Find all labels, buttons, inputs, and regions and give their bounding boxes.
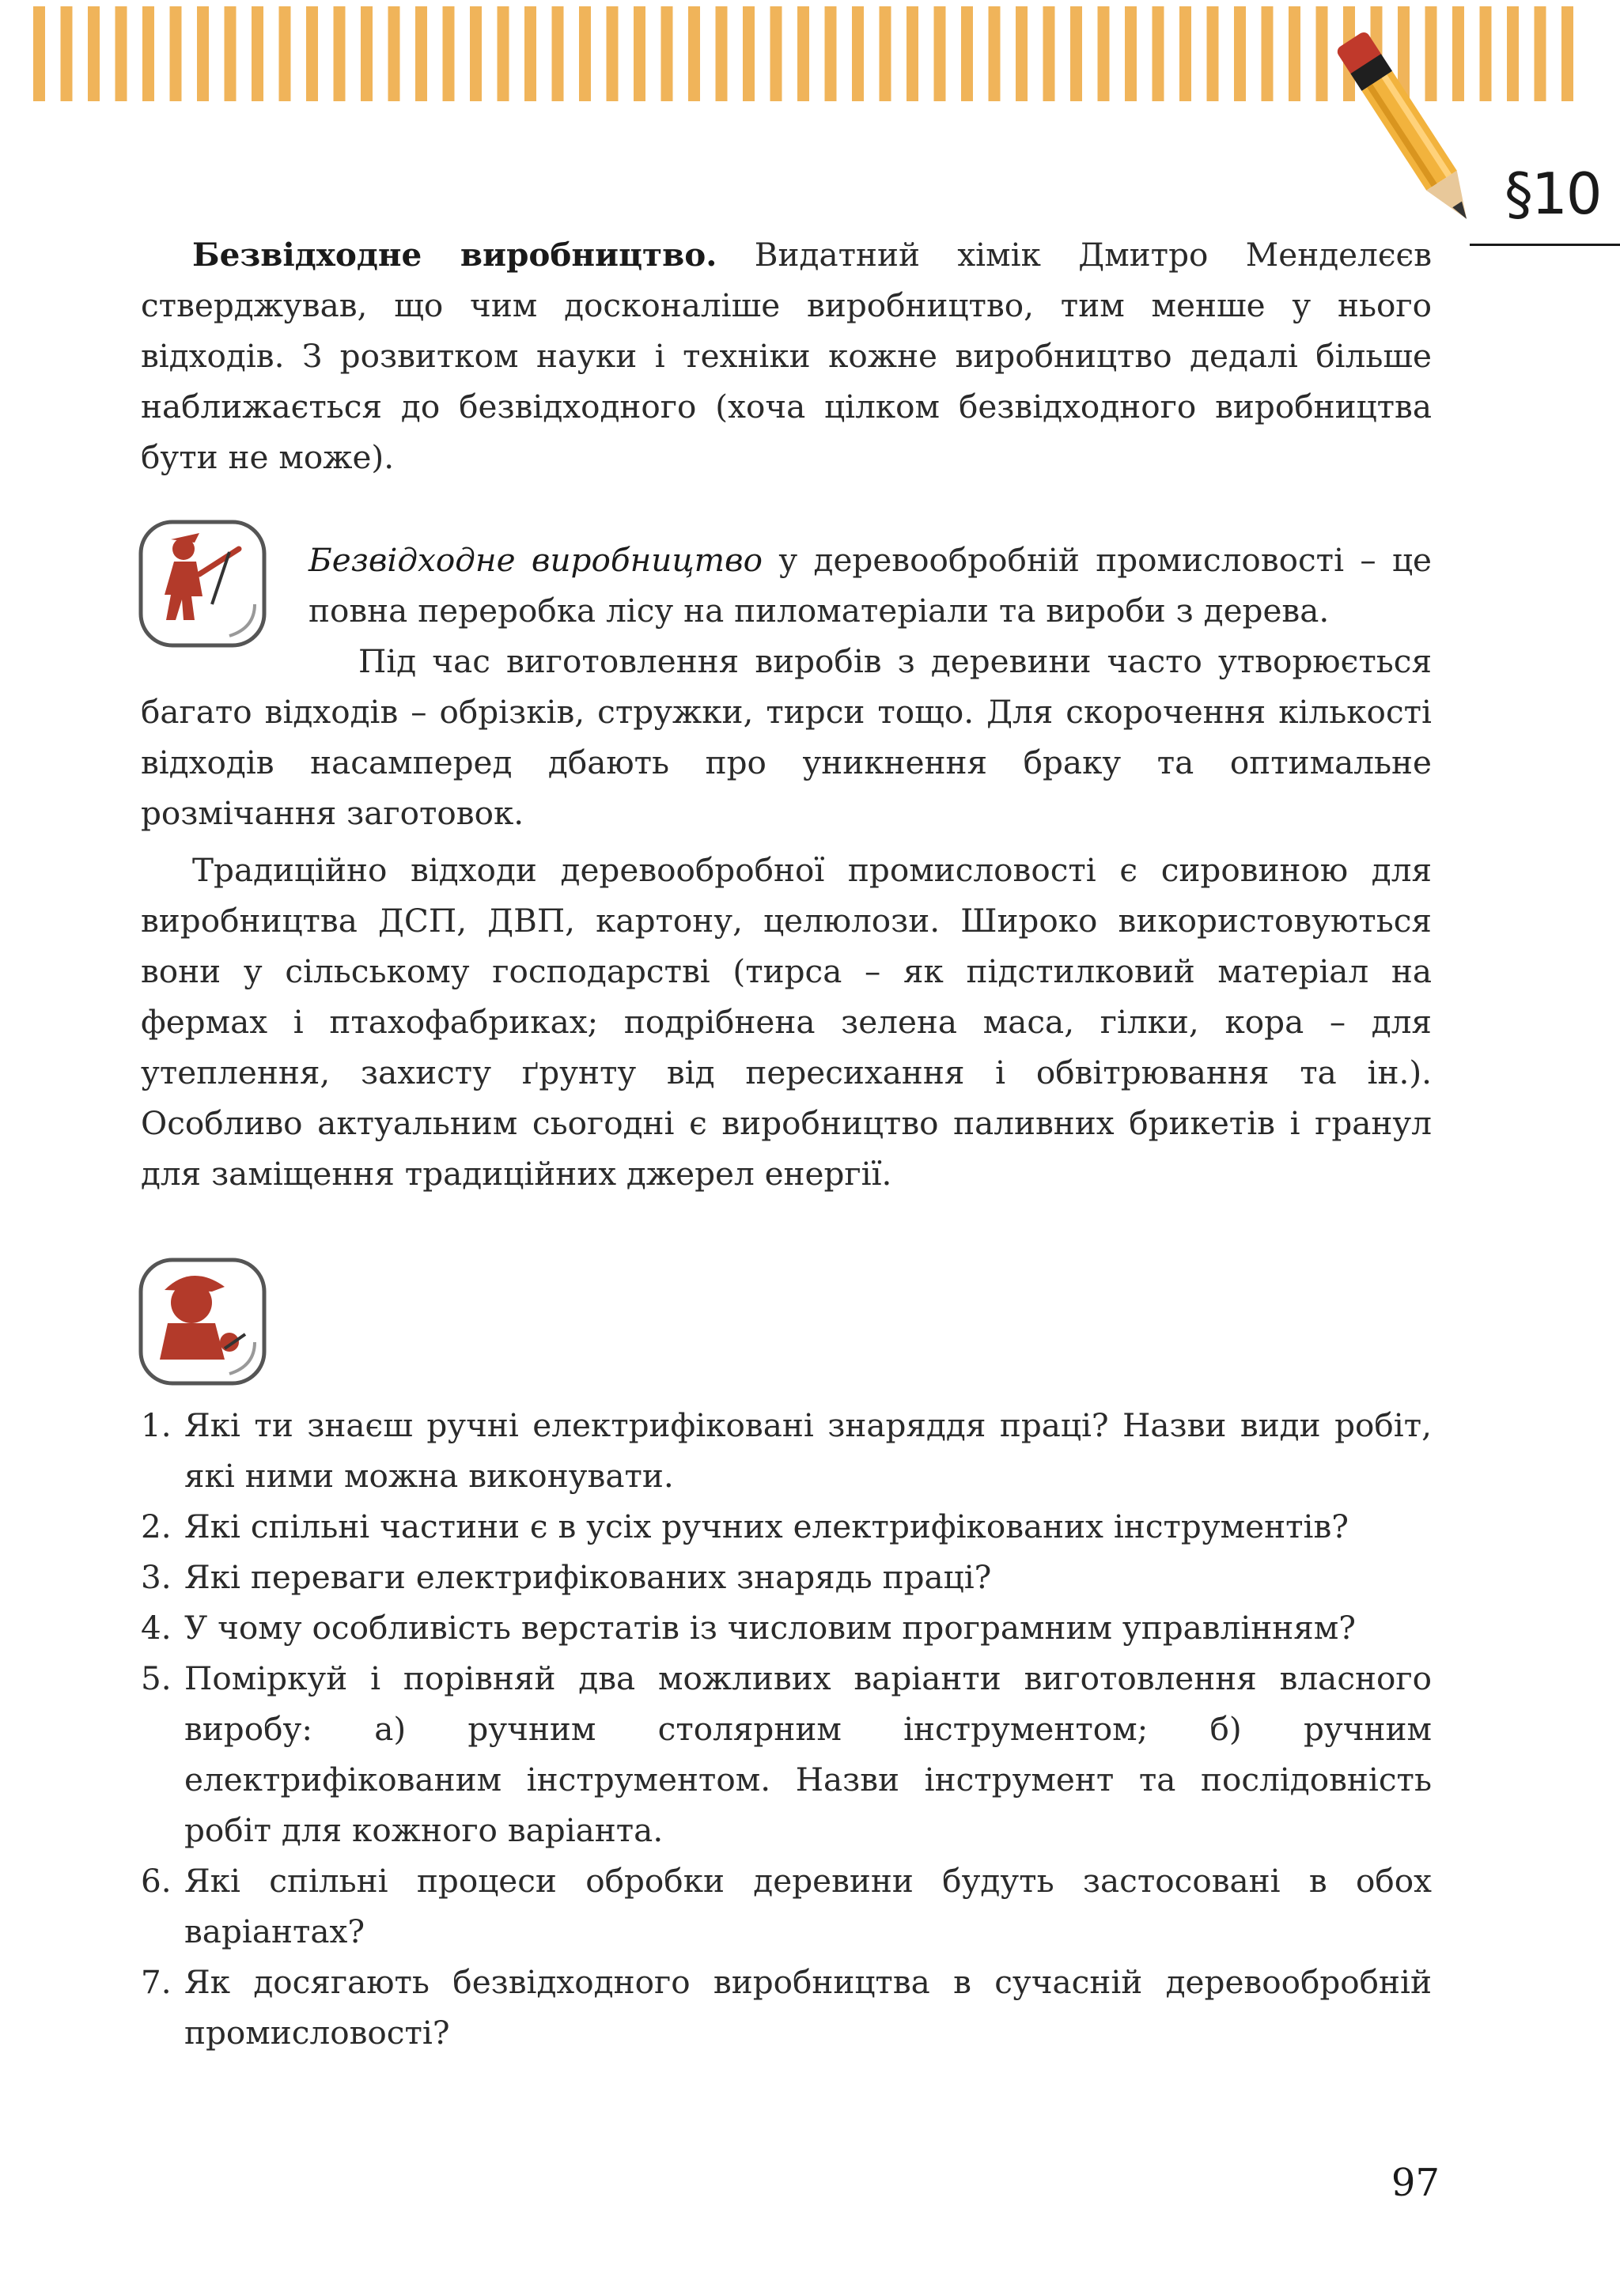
question-text: Які спільні частини є в усіх ручних електрифікованих інструментів? [184,1507,1349,1545]
stripe [634,6,645,101]
stripe [115,6,127,101]
question-number: 7. [141,1963,172,2001]
stripe [661,6,673,101]
question-item [141,1501,1432,1552]
stripe [825,6,837,101]
stripe [361,6,373,101]
paragraph-text: Видатний хімік Дмитро Менделєєв стверджував, що чим досконаліше виробництво, тим менше у нього відходів. З розвитком науки і техніки кожне виробництво дедалі більше наближається до безвідходного (хоча цілком безвідходного виробництва бути не може). [141,236,1432,476]
section-rule [1470,244,1620,246]
stripe [142,6,154,101]
stripe [88,6,100,101]
stripe [197,6,209,101]
paragraph-waste: Під час виготовлення виробів з деревини часто утворюється багато відходів – обрізків, стружки, тирси тощо. Для скорочення кількості відходів насамперед дбають про уникнення браку та оптимальне розмічання заготовок. [141,642,1432,832]
question-text: У чому особливість верстатів із числовим програмним управлінням? [184,1609,1357,1647]
question-text: Поміркуй і порівняй два можливих варіанти виготовлення власного виробу: а) ручним столярним інструментом; б) ручним електрифікованим інструментом. Назви інструмент та послідовність робіт для кожного варіанта. [184,1659,1432,1849]
stripe [607,6,619,101]
question-number: 5. [141,1659,172,1697]
stripe [170,6,182,101]
question-item [141,1855,1432,1957]
question-item [141,1957,1432,2058]
stripe [225,6,237,101]
questions-list [141,1400,1432,2058]
stripe [415,6,427,101]
stripe [1316,6,1328,101]
stripe [470,6,482,101]
question-text: Як досягають безвідходного виробництва в сучасній деревообробній промисловості? [184,1963,1432,2052]
stripe [1535,6,1546,101]
question-number: 3. [141,1558,172,1596]
question-number: 4. [141,1609,172,1647]
stripe [306,6,318,101]
stripe [961,6,973,101]
stripe [33,6,45,101]
question-text: Які ти знаєш ручні електрифіковані знаряддя праці? Назви види робіт, які ними можна виконувати. [184,1406,1432,1495]
paragraph-zero-waste [141,229,1432,482]
stripe [1561,6,1573,101]
definition-body: у деревообробній промисловості – це повна переробка лісу на пиломатеріали та вироби з дерева. [308,541,1432,630]
stripe [498,6,509,101]
question-item [141,1552,1432,1602]
stripe [1234,6,1246,101]
question-text: Які спільні процеси обробки деревини будуть застосовані в обох варіантах? [184,1862,1432,1950]
stripe [688,6,700,101]
definition-figure-icon [136,517,269,652]
stripe [1153,6,1164,101]
question-text: Які переваги електрифікованих знарядь праці? [184,1558,992,1596]
paragraph-lead: Безвідходне виробництво. [192,236,717,274]
stripe [1016,6,1028,101]
stripe [716,6,728,101]
question-item [141,1400,1432,1501]
definition-term: Безвідходне виробництво [308,541,763,579]
stripe [1179,6,1191,101]
stripe [880,6,891,101]
pencil-icon [1333,8,1479,245]
stripe [743,6,755,101]
stripe [907,6,918,101]
stripe [1070,6,1082,101]
paragraph-waste-uses: Традиційно відходи деревообробної промисловості є сировиною для виробництва ДСП, ДВП, картону, целюлози. Широко використовуються вони у сільському господарстві (тирса – як підстилковий матеріал на фермах і птахофабриках; подрібнена зелена маса, гілки, кора – для утеплення, захисту ґрунту від пересихання і обвітрювання та ін.). Особливо актуальним сьогодні є виробництво паливних брикетів і гранул для заміщення традиційних джерел енергії. [141,851,1432,1193]
stripe [279,6,291,101]
stripe [61,6,73,101]
stripe [797,6,809,101]
definition-text [308,535,1432,636]
stripe [852,6,864,101]
stripe [1507,6,1519,101]
stripe [770,6,782,101]
stripe [989,6,1001,101]
stripe [524,6,536,101]
question-number: 1. [141,1406,172,1444]
question-number: 6. [141,1862,172,1900]
section-number: §10 [1505,161,1601,227]
stripe [1289,6,1300,101]
question-number: 2. [141,1507,172,1545]
question-item [141,1602,1432,1653]
stripe [388,6,400,101]
question-item [141,1653,1432,1855]
stripe [1043,6,1055,101]
page-number: 97 [1391,2161,1440,2205]
stripe [1207,6,1219,101]
stripe [579,6,591,101]
stripe [252,6,263,101]
stripe [443,6,455,101]
stripe [934,6,946,101]
stripe [1125,6,1137,101]
stripe [1480,6,1492,101]
stripe [1262,6,1274,101]
stripe [1098,6,1110,101]
questions-figure-icon [136,1255,269,1390]
stripe [552,6,564,101]
stripe [334,6,346,101]
